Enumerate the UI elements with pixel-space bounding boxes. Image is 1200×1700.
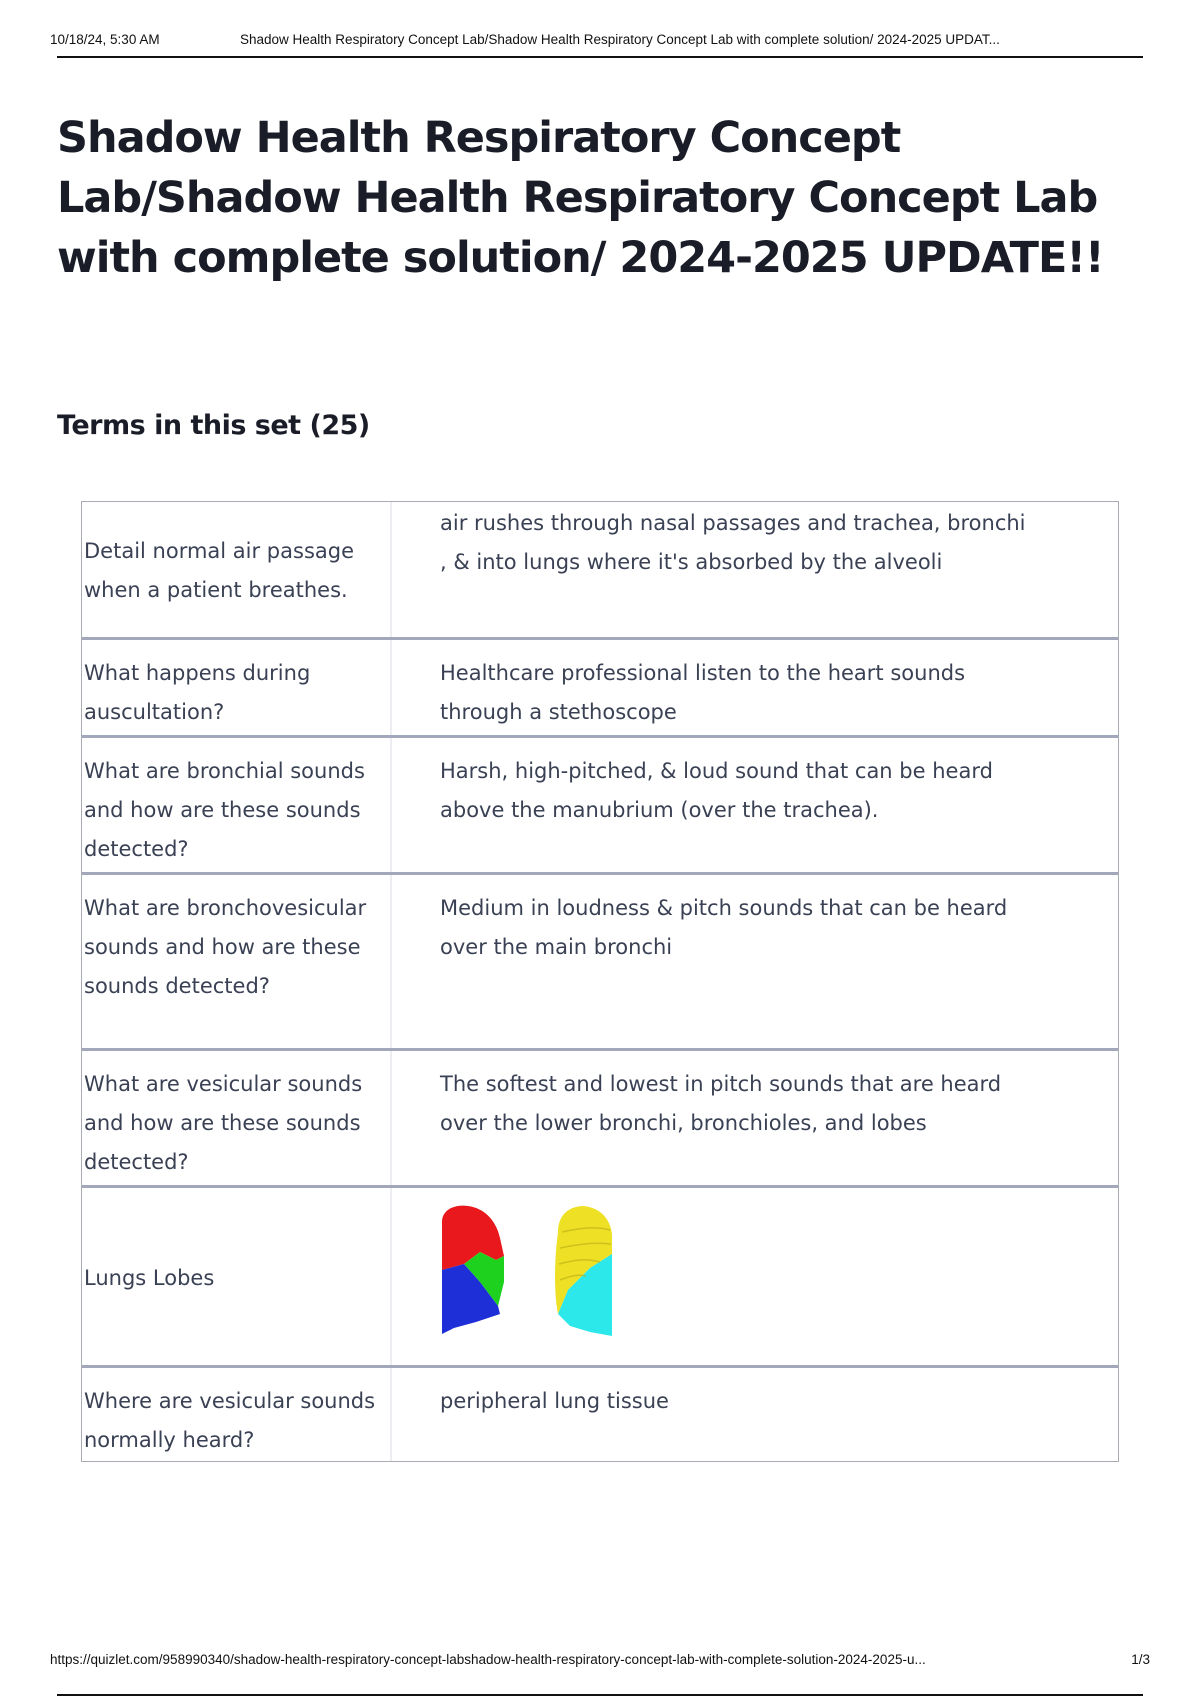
lung-lobes-illustration — [440, 1202, 640, 1342]
print-document-title: Shadow Health Respiratory Concept Lab/Shadow Health Respiratory Concept Lab with complete solution/ 2024-2025 UPDAT... — [240, 32, 1000, 47]
term-row — [82, 735, 1118, 872]
term-row — [82, 637, 1118, 735]
term-row — [82, 1365, 1118, 1461]
term-row — [82, 1048, 1118, 1185]
term-text: Lungs Lobes — [82, 1188, 392, 1365]
term-row — [82, 502, 1118, 637]
definition-text: The softest and lowest in pitch sounds that are heard over the lower bronchi, bronchioles, and lobes — [440, 1072, 1002, 1135]
page-title: Shadow Health Respiratory Concept Lab/Shadow Health Respiratory Concept Lab with complete solution/ 2024-2025 UPDATE!! — [57, 113, 1104, 283]
print-date: 10/18/24, 5:30 AM — [50, 32, 160, 47]
term-text: Detail normal air passage when a patient breathes. — [82, 502, 392, 637]
definition-text: Harsh, high-pitched, & loud sound that can be heard above the manubrium (over the trachea). — [440, 759, 993, 822]
definition-text: Medium in loudness & pitch sounds that can be heard over the main bronchi — [440, 896, 1008, 959]
definition-text: air rushes through nasal passages and trachea, bronchi , & into lungs where it's absorbed by the alveoli — [440, 511, 1026, 574]
definition-image-cell — [392, 1188, 1118, 1365]
definition-text: Healthcare professional listen to the heart sounds through a stethoscope — [440, 661, 966, 724]
term-text: What are bronchial sounds and how are these sounds detected? — [82, 738, 392, 872]
page-url: https://quizlet.com/958990340/shadow-health-respiratory-concept-labshadow-health-respiratory-concept-lab-with-complete-solution-2024-2025-u... — [50, 1652, 926, 1667]
print-footer — [50, 1652, 1150, 1672]
term-row — [82, 872, 1118, 1048]
page-number: 1/3 — [1131, 1652, 1150, 1667]
term-row — [82, 1185, 1118, 1365]
terms-table — [81, 501, 1119, 1462]
header-divider — [57, 56, 1143, 58]
term-text: What happens during auscultation? — [82, 640, 392, 735]
terms-count-heading: Terms in this set (25) — [57, 410, 370, 441]
footer-divider — [57, 1694, 1143, 1696]
term-text: What are bronchovesicular sounds and how are these sounds detected? — [82, 875, 392, 1048]
print-header — [50, 28, 1150, 50]
definition-text: peripheral lung tissue — [440, 1389, 669, 1413]
term-text: What are vesicular sounds and how are these sounds detected? — [82, 1051, 392, 1185]
term-text: Where are vesicular sounds normally heard? — [82, 1368, 392, 1461]
